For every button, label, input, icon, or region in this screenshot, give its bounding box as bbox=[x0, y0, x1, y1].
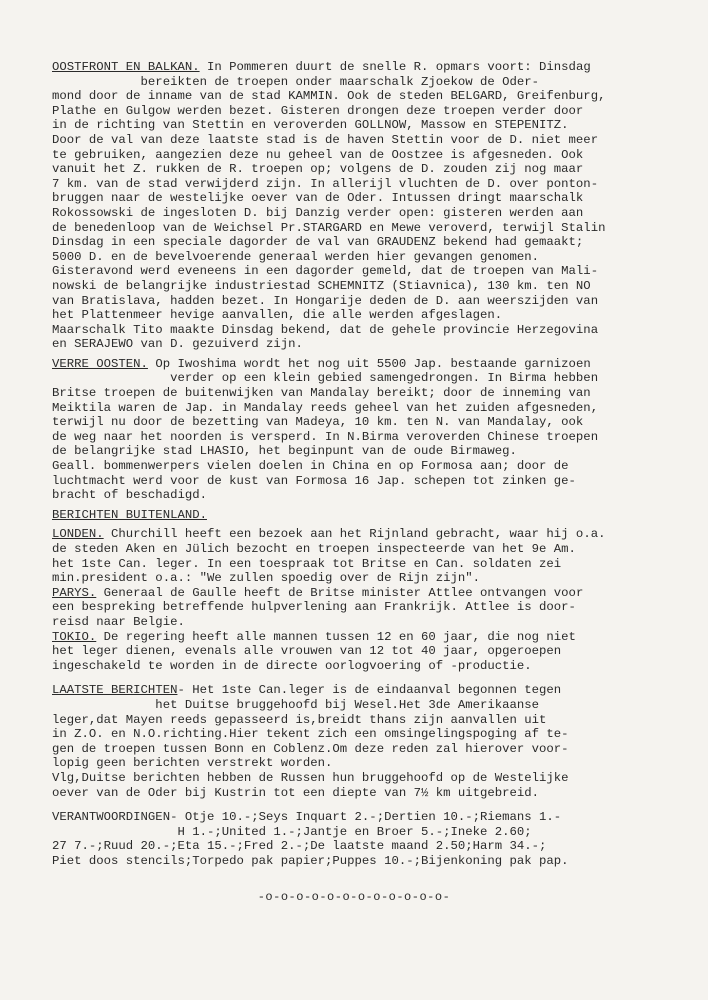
line-text: terwijl nu door de bezetting van Madeya, 10 km. ten N. van Mandalay, ook bbox=[52, 415, 584, 430]
line-text: Geall. bommenwerpers vielen doelen in China en op Formosa aan; door de bbox=[52, 459, 569, 474]
text-line bbox=[52, 148, 682, 163]
text-line bbox=[52, 644, 682, 659]
text-line bbox=[52, 508, 682, 523]
line-text: VERANTWOORDINGEN- Otje 10.-;Seys Inquart 2.-;Dertien 10.-;Riemans 1.- bbox=[52, 810, 562, 825]
text-line bbox=[52, 177, 682, 192]
line-text: Meiktila waren de Jap. in Mandalay reeds geheel van het zuiden afgesneden, bbox=[52, 400, 599, 415]
text-line bbox=[52, 557, 682, 572]
text-line bbox=[52, 474, 682, 489]
line-text: mond door de inname van de stad KAMMIN. Ook de steden BELGARD, Greifenburg, bbox=[52, 89, 606, 104]
text-line bbox=[52, 630, 682, 645]
line-text: Maarschalk Tito maakte Dinsdag bekend, dat de gehele provincie Herzegovina bbox=[52, 322, 599, 337]
text-line bbox=[52, 104, 682, 119]
line-text: Op Iwoshima wordt het nog uit 5500 Jap. bestaande garnizoen bbox=[147, 356, 591, 371]
line-text: van Bratislava, hadden bezet. In Hongarije deden de D. aan weerszijden van bbox=[52, 293, 599, 308]
section-heading: LAATSTE BERICHTEN bbox=[52, 683, 178, 698]
section-heading: LONDEN. bbox=[52, 527, 104, 542]
section-verantwoordingen bbox=[52, 810, 682, 868]
line-text: Britse troepen de buitenwijken van Mandalay bereikt; door de inneming van bbox=[52, 386, 591, 401]
text-line bbox=[52, 698, 682, 713]
text-line bbox=[52, 75, 682, 90]
footer-separator: -o-o-o-o-o-o-o-o-o-o-o-o- bbox=[257, 890, 451, 904]
text-line bbox=[52, 415, 682, 430]
line-text: 27 7.-;Ruud 20.-;Eta 15.-;Fred 2.-;De laatste maand 2.50;Harm 34.-; bbox=[52, 839, 547, 854]
text-line bbox=[52, 825, 682, 840]
line-text: bruggen naar de westelijke oever van de Oder. Intussen dringt maarschalk bbox=[52, 191, 584, 206]
line-text: in de richting van Stettin en veroverden GOLLNOW, Massow en STEPENITZ. bbox=[52, 118, 569, 133]
text-line bbox=[52, 89, 682, 104]
line-text: bracht of beschadigd. bbox=[52, 488, 207, 503]
line-text: Dinsdag in een speciale dagorder de val van GRAUDENZ bekend had gemaakt; bbox=[52, 235, 584, 250]
text-line bbox=[52, 337, 682, 352]
text-line bbox=[52, 527, 682, 542]
text-line bbox=[52, 854, 682, 869]
text-line bbox=[52, 118, 682, 133]
text-line bbox=[52, 713, 682, 728]
line-text: het leger dienen, evenals alle vrouwen van 12 tot 40 jaar, opgeroepen bbox=[52, 644, 562, 659]
line-text: Churchill heeft een bezoek aan het Rijnland gebracht, waar hij o.a. bbox=[103, 527, 606, 542]
section-londen bbox=[52, 527, 682, 673]
section-heading: VERRE OOSTEN. bbox=[52, 356, 148, 371]
text-line bbox=[52, 206, 682, 221]
line-text: gen de troepen tussen Bonn en Coblenz.Om deze reden zal hierover voor- bbox=[52, 741, 569, 756]
text-line bbox=[52, 727, 682, 742]
line-text: luchtmacht werd voor de kust van Formosa 16 Jap. schepen tot zinken ge- bbox=[52, 473, 576, 488]
line-text: Vlg,Duitse berichten hebben de Russen hun bruggehoofd op de Westelijke bbox=[52, 770, 569, 785]
line-text: lopig geen berichten verstrekt worden. bbox=[52, 756, 333, 771]
line-text: De regering heeft alle mannen tussen 12 en 60 jaar, die nog niet bbox=[96, 629, 576, 644]
line-text: te gebruiken, aangezien deze nu geheel van de Oostzee is afgesneden. Ook bbox=[52, 147, 584, 162]
text-line bbox=[52, 756, 682, 771]
section-heading: BERICHTEN BUITENLAND. bbox=[52, 507, 207, 522]
text-line bbox=[52, 221, 682, 236]
line-text: de belangrijke stad LHASIO, het beginpunt van de oude Birmaweg. bbox=[52, 444, 517, 459]
text-line bbox=[52, 786, 682, 801]
line-text: oever van de Oder bij Kustrin tot een diepte van 7½ km uitgebreid. bbox=[52, 785, 540, 800]
line-text: - Het 1ste Can.leger is de eindaanval begonnen tegen bbox=[177, 683, 562, 698]
line-text: verder op een klein gebied samengedrongen. In Birma hebben bbox=[52, 371, 599, 386]
text-line bbox=[52, 371, 682, 386]
text-line bbox=[52, 235, 682, 250]
text-line bbox=[52, 683, 682, 698]
section-oostfront bbox=[52, 60, 682, 352]
line-text: Gisteravond werd eveneens in een dagorder gemeld, dat de troepen van Mali- bbox=[52, 264, 599, 279]
line-text: bereikten de troepen onder maarschalk Zjoekow de Oder- bbox=[52, 74, 540, 89]
line-text: H 1.-;United 1.-;Jantje en Broer 5.-;Ineke 2.60; bbox=[52, 824, 532, 839]
section-verre-oosten bbox=[52, 357, 682, 503]
line-text: Rokossowski de ingesloten D. bij Danzig verder open: gisteren werden aan bbox=[52, 205, 584, 220]
text-line bbox=[52, 659, 682, 674]
line-text: Generaal de Gaulle heeft de Britse minister Attlee ontvangen voor bbox=[96, 585, 584, 600]
text-line bbox=[52, 839, 682, 854]
line-text: leger,dat Mayen reeds gepasseerd is,breidt thans zijn aanvallen uit bbox=[52, 712, 547, 727]
line-text: In Pommeren duurt de snelle R. opmars voort: Dinsdag bbox=[199, 60, 591, 74]
text-line bbox=[52, 191, 682, 206]
text-line bbox=[52, 542, 682, 557]
line-text: Piet doos stencils;Torpedo pak papier;Puppes 10.-;Bijenkoning pak pap. bbox=[52, 853, 569, 868]
line-text: en SERAJEWO van D. gezuiverd zijn. bbox=[52, 337, 303, 352]
line-text: 7 km. van de stad verwijderd zijn. In allerijl vluchten de D. over ponton- bbox=[52, 176, 599, 191]
line-text: reisd naar Belgie. bbox=[52, 614, 185, 629]
text-line bbox=[52, 810, 682, 825]
line-text: vanuit het Z. rukken de R. troepen op; volgens de D. zouden zij nog maar bbox=[52, 162, 584, 177]
text-line bbox=[52, 162, 682, 177]
text-line bbox=[52, 742, 682, 757]
text-line bbox=[52, 444, 682, 459]
line-text: nowski de belangrijke industriestad SCHEMNITZ (Stiavnica), 130 km. ten NO bbox=[52, 278, 591, 293]
line-text: de steden Aken en Jülich bezocht en troepen inspecteerde van het 9e Am. bbox=[52, 542, 576, 556]
text-line bbox=[52, 323, 682, 338]
section-laatste bbox=[52, 683, 682, 800]
text-line bbox=[52, 488, 682, 503]
line-text: Plathe en Gulgow werden bezet. Gisteren drongen deze troepen verder door bbox=[52, 103, 584, 118]
section-heading: TOKIO. bbox=[52, 629, 97, 644]
text-line bbox=[52, 60, 682, 75]
text-line bbox=[52, 264, 682, 279]
line-text: het Plattenmeer hevige aanvallen, die alle werden afgeslagen. bbox=[52, 308, 503, 323]
line-text: het Duitse bruggehoofd bij Wesel.Het 3de Amerikaanse bbox=[52, 697, 540, 712]
text-line bbox=[52, 357, 682, 372]
text-line bbox=[52, 294, 682, 309]
text-line bbox=[52, 250, 682, 265]
text-line bbox=[52, 430, 682, 445]
section-heading: PARYS. bbox=[52, 585, 97, 600]
section-buitenland-header bbox=[52, 508, 682, 523]
text-line bbox=[52, 615, 682, 630]
line-text: de weg naar het noorden is versperd. In N.Birma veroverden Chinese troepen bbox=[52, 429, 599, 444]
section-heading: OOSTFRONT EN BALKAN. bbox=[52, 60, 200, 74]
line-text: 5000 D. en de bevelvoerende generaal werden hier gevangen genomen. bbox=[52, 249, 540, 264]
text-line bbox=[52, 571, 682, 586]
text-line bbox=[52, 386, 682, 401]
text-line bbox=[52, 133, 682, 148]
line-text: Door de val van deze laatste stad is de haven Stettin voor de D. niet meer bbox=[52, 132, 599, 147]
text-line bbox=[52, 600, 682, 615]
text-line bbox=[52, 771, 682, 786]
line-text: in Z.O. en N.O.richting.Hier tekent zich een omsingelingspoging af te- bbox=[52, 727, 569, 742]
text-line bbox=[52, 279, 682, 294]
line-text: een bespreking betreffende hulpverlening aan Frankrijk. Attlee is door- bbox=[52, 600, 576, 615]
text-line bbox=[52, 401, 682, 416]
line-text: het 1ste Can. leger. In een toespraak tot Britse en Can. soldaten zei bbox=[52, 556, 562, 571]
line-text: ingeschakeld te worden in de directe oorlogvoering of -productie. bbox=[52, 658, 532, 673]
text-line bbox=[52, 308, 682, 323]
line-text: min.president o.a.: "We zullen spoedig over de Rijn zijn". bbox=[52, 571, 481, 586]
line-text: de benedenloop van de Weichsel Pr.STARGARD en Mewe veroverd, terwijl Stalin bbox=[52, 220, 606, 235]
document-body bbox=[52, 60, 682, 873]
text-line bbox=[52, 586, 682, 601]
text-line bbox=[52, 459, 682, 474]
